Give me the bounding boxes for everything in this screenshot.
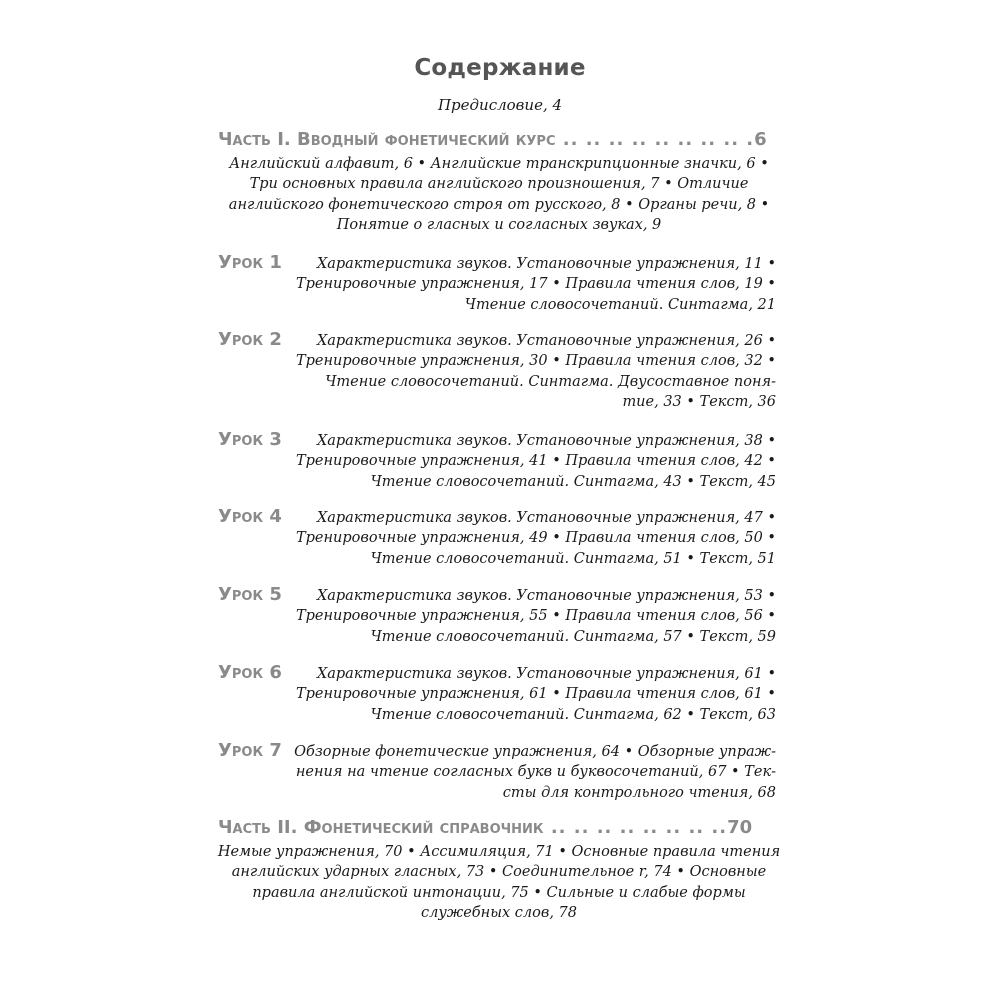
lesson-topic-line: Тренировочные упражнения, 49 • Правила чтения слов, 50 • [295, 530, 776, 547]
lesson-topic-line: тие, 33 • Текст, 36 [622, 393, 776, 410]
lesson-topic-line: сты для контрольного чтения, 68 [502, 784, 776, 801]
lesson-topic-line: Характеристика звуков. Установочные упражнения, 38 • [316, 433, 776, 449]
lesson-3-topics [288, 431, 776, 492]
part-2-topic-line: английских ударных гласных, 73 • Соединительное r, 74 • Основные [231, 864, 767, 881]
lesson-2-label: Урок 2 [218, 329, 282, 350]
lesson-5-label: Урок 5 [218, 584, 282, 605]
part-1-topic-line: Английский алфавит, 6 • Английские транскрипционные значки, 6 • [229, 156, 769, 172]
part-2-topic-line: служебных слов, 78 [420, 904, 578, 921]
lesson-topic-line: Тренировочные упражнения, 55 • Правила чтения слов, 56 • [295, 608, 776, 625]
part-2-topic-line: правила английской интонации, 75 • Сильные и слабые формы [252, 884, 746, 901]
lesson-topic-line: Характеристика звуков. Установочные упражнения, 11 • [316, 256, 776, 272]
lesson-7-topics [288, 742, 776, 803]
lesson-4-topics [288, 508, 776, 569]
lesson-topic-line: Чтение словосочетаний. Синтагма, 62 • Текст, 63 [370, 706, 776, 723]
lesson-topic-line: Характеристика звуков. Установочные упражнения, 26 • [316, 333, 776, 349]
part-1-title: Часть I. Вводный фонетический курс [218, 129, 556, 150]
part-2-leader-dots: .. .. .. .. .. .. .. .. [543, 817, 728, 838]
lesson-3-label: Урок 3 [218, 429, 282, 450]
part-1-topic-line: английского фонетического строя от русского, 8 • Органы речи, 8 • [228, 196, 770, 213]
part-2-heading [218, 817, 778, 838]
lesson-4-label: Урок 4 [218, 506, 282, 527]
part-2-title: Часть II. Фонетический справочник [218, 817, 544, 838]
lesson-topic-line: Характеристика звуков. Установочные упражнения, 47 • [316, 510, 776, 526]
lesson-topic-line: Характеристика звуков. Установочные упражнения, 61 • [316, 666, 776, 682]
part-1-page-number: 6 [754, 129, 767, 150]
part-1-leader-dots: .. .. .. .. .. .. .. .. . [555, 129, 755, 150]
lesson-topic-line: Тренировочные упражнения, 61 • Правила чтения слов, 61 • [295, 686, 776, 703]
part-1-topic-line: Понятие о гласных и согласных звуках, 9 [336, 216, 662, 233]
lesson-topic-line: Тренировочные упражнения, 41 • Правила чтения слов, 42 • [295, 453, 776, 470]
lesson-topic-line: Чтение словосочетаний. Синтагма, 57 • Текст, 59 [370, 628, 776, 645]
part-1-topics [214, 154, 784, 235]
part-1-heading [218, 129, 778, 150]
lesson-7-label: Урок 7 [218, 740, 282, 761]
lesson-5-topics [288, 586, 776, 647]
preface-entry: Предисловие, 4 [437, 96, 563, 114]
lesson-topic-line: Тренировочные упражнения, 30 • Правила чтения слов, 32 • [295, 353, 776, 370]
lesson-topic-line: Чтение словосочетаний. Синтагма. Двусоставное поня- [325, 373, 776, 390]
lesson-topic-line: нения на чтение согласных букв и буквосочетаний, 67 • Тек- [295, 764, 776, 781]
lesson-topic-line: Обзорные фонетические упражнения, 64 • Обзорные упраж- [294, 744, 776, 760]
part-2-topic-line: Немые упражнения, 70 • Ассимиляция, 71 • Основные правила чтения [217, 844, 781, 860]
lesson-6-topics [288, 664, 776, 725]
lesson-2-topics [288, 331, 776, 412]
lesson-1-topics [288, 254, 776, 315]
part-2-page-number: 70 [727, 817, 753, 838]
lesson-topic-line: Чтение словосочетаний. Синтагма, 21 [464, 296, 776, 313]
lesson-1-label: Урок 1 [218, 252, 282, 273]
part-2-topics [214, 842, 784, 923]
lesson-6-label: Урок 6 [218, 662, 282, 683]
lesson-topic-line: Чтение словосочетаний. Синтагма, 51 • Текст, 51 [370, 550, 776, 567]
lesson-topic-line: Тренировочные упражнения, 17 • Правила чтения слов, 19 • [295, 276, 776, 293]
page-title: Содержание [414, 55, 586, 81]
lesson-topic-line: Характеристика звуков. Установочные упражнения, 53 • [316, 588, 776, 604]
part-1-topic-line: Три основных правила английского произношения, 7 • Отличие [249, 176, 749, 193]
lesson-topic-line: Чтение словосочетаний. Синтагма, 43 • Текст, 45 [370, 473, 776, 490]
